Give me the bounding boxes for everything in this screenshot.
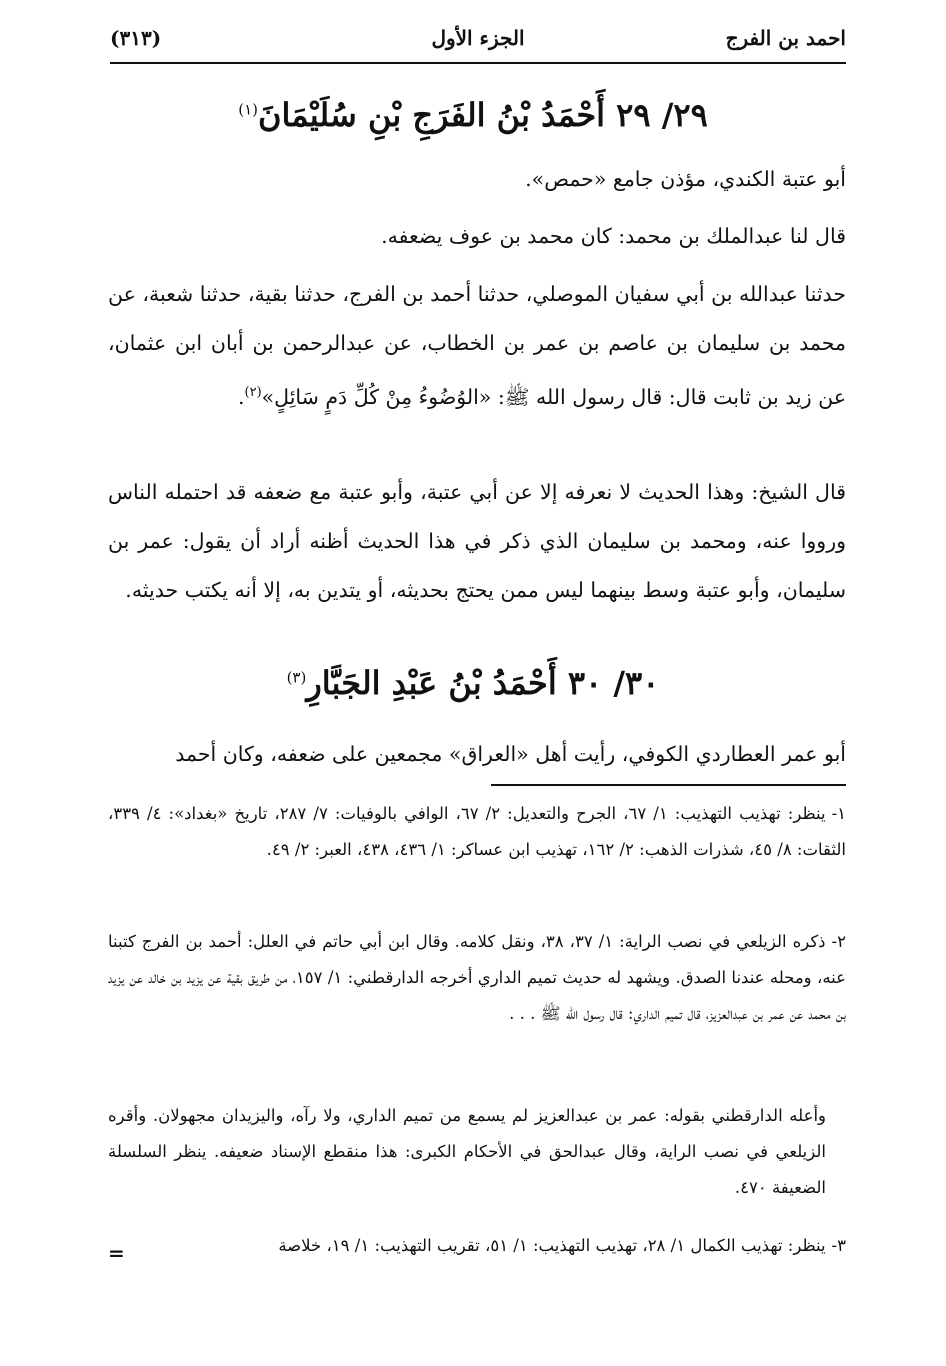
entry-29-title-text: ٢٩/ ٢٩ أَحْمَدُ بْنُ الفَرَجِ بْنِ سُلَيْمَانَ (258, 96, 708, 134)
continuation-mark: = (108, 1241, 125, 1265)
footnote-separator (491, 784, 846, 786)
footnote-2 (108, 924, 846, 1032)
page-number: (٣١٣) (110, 26, 162, 50)
entry-30-note-ref: (٣) (286, 668, 307, 687)
footnote-number: ٣- (831, 1236, 846, 1255)
entry-29-paragraph-3: حدثنا عبدالله بن أبي سفيان الموصلي، حدثنا أحمد بن الفرج، حدثنا بقية، حدثنا شعبة، عن محمد بن سليمان بن عاصم بن عمر بن الخطاب، عن عبدالرحمن بن أبان ابن عثمان، عن زيد بن ثابت قال: قال رسول الله ﷺ: «الوُضُوءُ مِنْ كُلِّ دَمٍ سَائِلٍ»$^{(٢)}$. (108, 282, 846, 409)
entry-30-title-text: ٣٠/ ٣٠ أَحْمَدُ بْنُ عَبْدِ الجَبَّارِ (306, 664, 660, 702)
page-header (110, 22, 846, 64)
entry-29-paragraph-2: قال لنا عبدالملك بن محمد: كان محمد بن عوف يضعفه. (381, 224, 846, 248)
entry-29-title (100, 96, 846, 134)
entry-29-note-ref: (١) (238, 100, 259, 119)
running-head-author: احمد بن الفرج (725, 26, 846, 50)
hadith-text: حدثنا عبدالله بن أبي سفيان الموصلي، حدثنا أحمد بن الفرج، حدثنا بقية، حدثنا شعبة، عن محمد بن سليمان بن عاصم بن عمر بن الخطاب، عن عبدالرحمن بن أبان ابن عثمان، عن زيد بن ثابت قال: قال رسول الله ﷺ: «الوُضُوءُ مِنْ كُلِّ دَمٍ سَائِلٍ» (108, 282, 846, 409)
footnote-text: وأعله الدارقطني بقوله: عمر بن عبدالعزيز لم يسمع من تميم الداري، ولا رآه، واليزيدان مجهولان. وأقره الزيلعي في نصب الراية، وقال عبدالحق في الأحكام الكبرى: هذا منقطع الإسناد ضعيفه. ينظر السلسلة الضعيفة ٤٧٠. (108, 1106, 826, 1197)
footnote-2-continued (108, 1098, 826, 1206)
footnote-1 (108, 796, 846, 868)
running-head-volume: الجزء الأول (431, 26, 525, 50)
footnote-text: ينظر: تهذيب التهذيب: ١/ ٦٧، الجرح والتعديل: ٢/ ٦٧، الوافي بالوفيات: ٧/ ٢٨٧، تاريخ «بغداد»: ٤/ ٣٣٩، الثقات: ٨/ ٤٥، شذرات الذهب: ٢/ ١٦٢، تهذيب ابن عساكر: ١/ ٤٣٦، ٤٣٨، العبر: ٢/ ٤٩. (108, 804, 846, 859)
entry-29-paragraph-4: قال الشيخ: وهذا الحديث لا نعرفه إلا عن أبي عتبة، وأبو عتبة مع ضعفه قد احتمله الناس ورووا عنه، ومحمد بن سليمان الذي ذكر في هذا الحديث أظنه أراد أن يقول: عمر بن سليمان، وأبو عتبة وسط بينهما ليس ممن يحتج بحديثه، أو يتدين به، إلا أنه يكتب حديثه. (108, 480, 846, 602)
entry-29-paragraph-1: أبو عتبة الكندي، مؤذن جامع «حمص». (525, 167, 846, 191)
entry-30-paragraph-1: أبو عمر العطاردي الكوفي، رأيت أهل «العراق» مجمعين على ضعفه، وكان أحمد (175, 742, 846, 766)
hadith-note-ref: (٢) (244, 385, 262, 400)
footnote-number: ١- (831, 804, 847, 823)
footnote-text: ذكره الزيلعي في نصب الراية: ١/ ٣٧، ٣٨، ونقل كلامه. وقال ابن أبي حاتم في العلل: أحمد بن الفرج كتبنا عنه، ومحله عندنا الصدق. ويشهد له حديث تميم الداري أخرجه الدارقطني: ١/ ١٥٧، من طريق بقية عن يزيد بن خالد عن يزيد بن محمد عن عمر بن عبدالعزيز، قال تميم الداري: قال رسول الله ﷺ . . . (108, 932, 846, 1023)
footnote-number: ٢- (831, 932, 846, 951)
footnote-text: ينظر: تهذيب الكمال ١/ ٢٨، تهذيب التهذيب: ١/ ٥١، تقريب التهذيب: ١/ ١٩، خلاصة (278, 1236, 826, 1255)
entry-30-title (100, 664, 846, 702)
footnote-3 (108, 1228, 846, 1264)
